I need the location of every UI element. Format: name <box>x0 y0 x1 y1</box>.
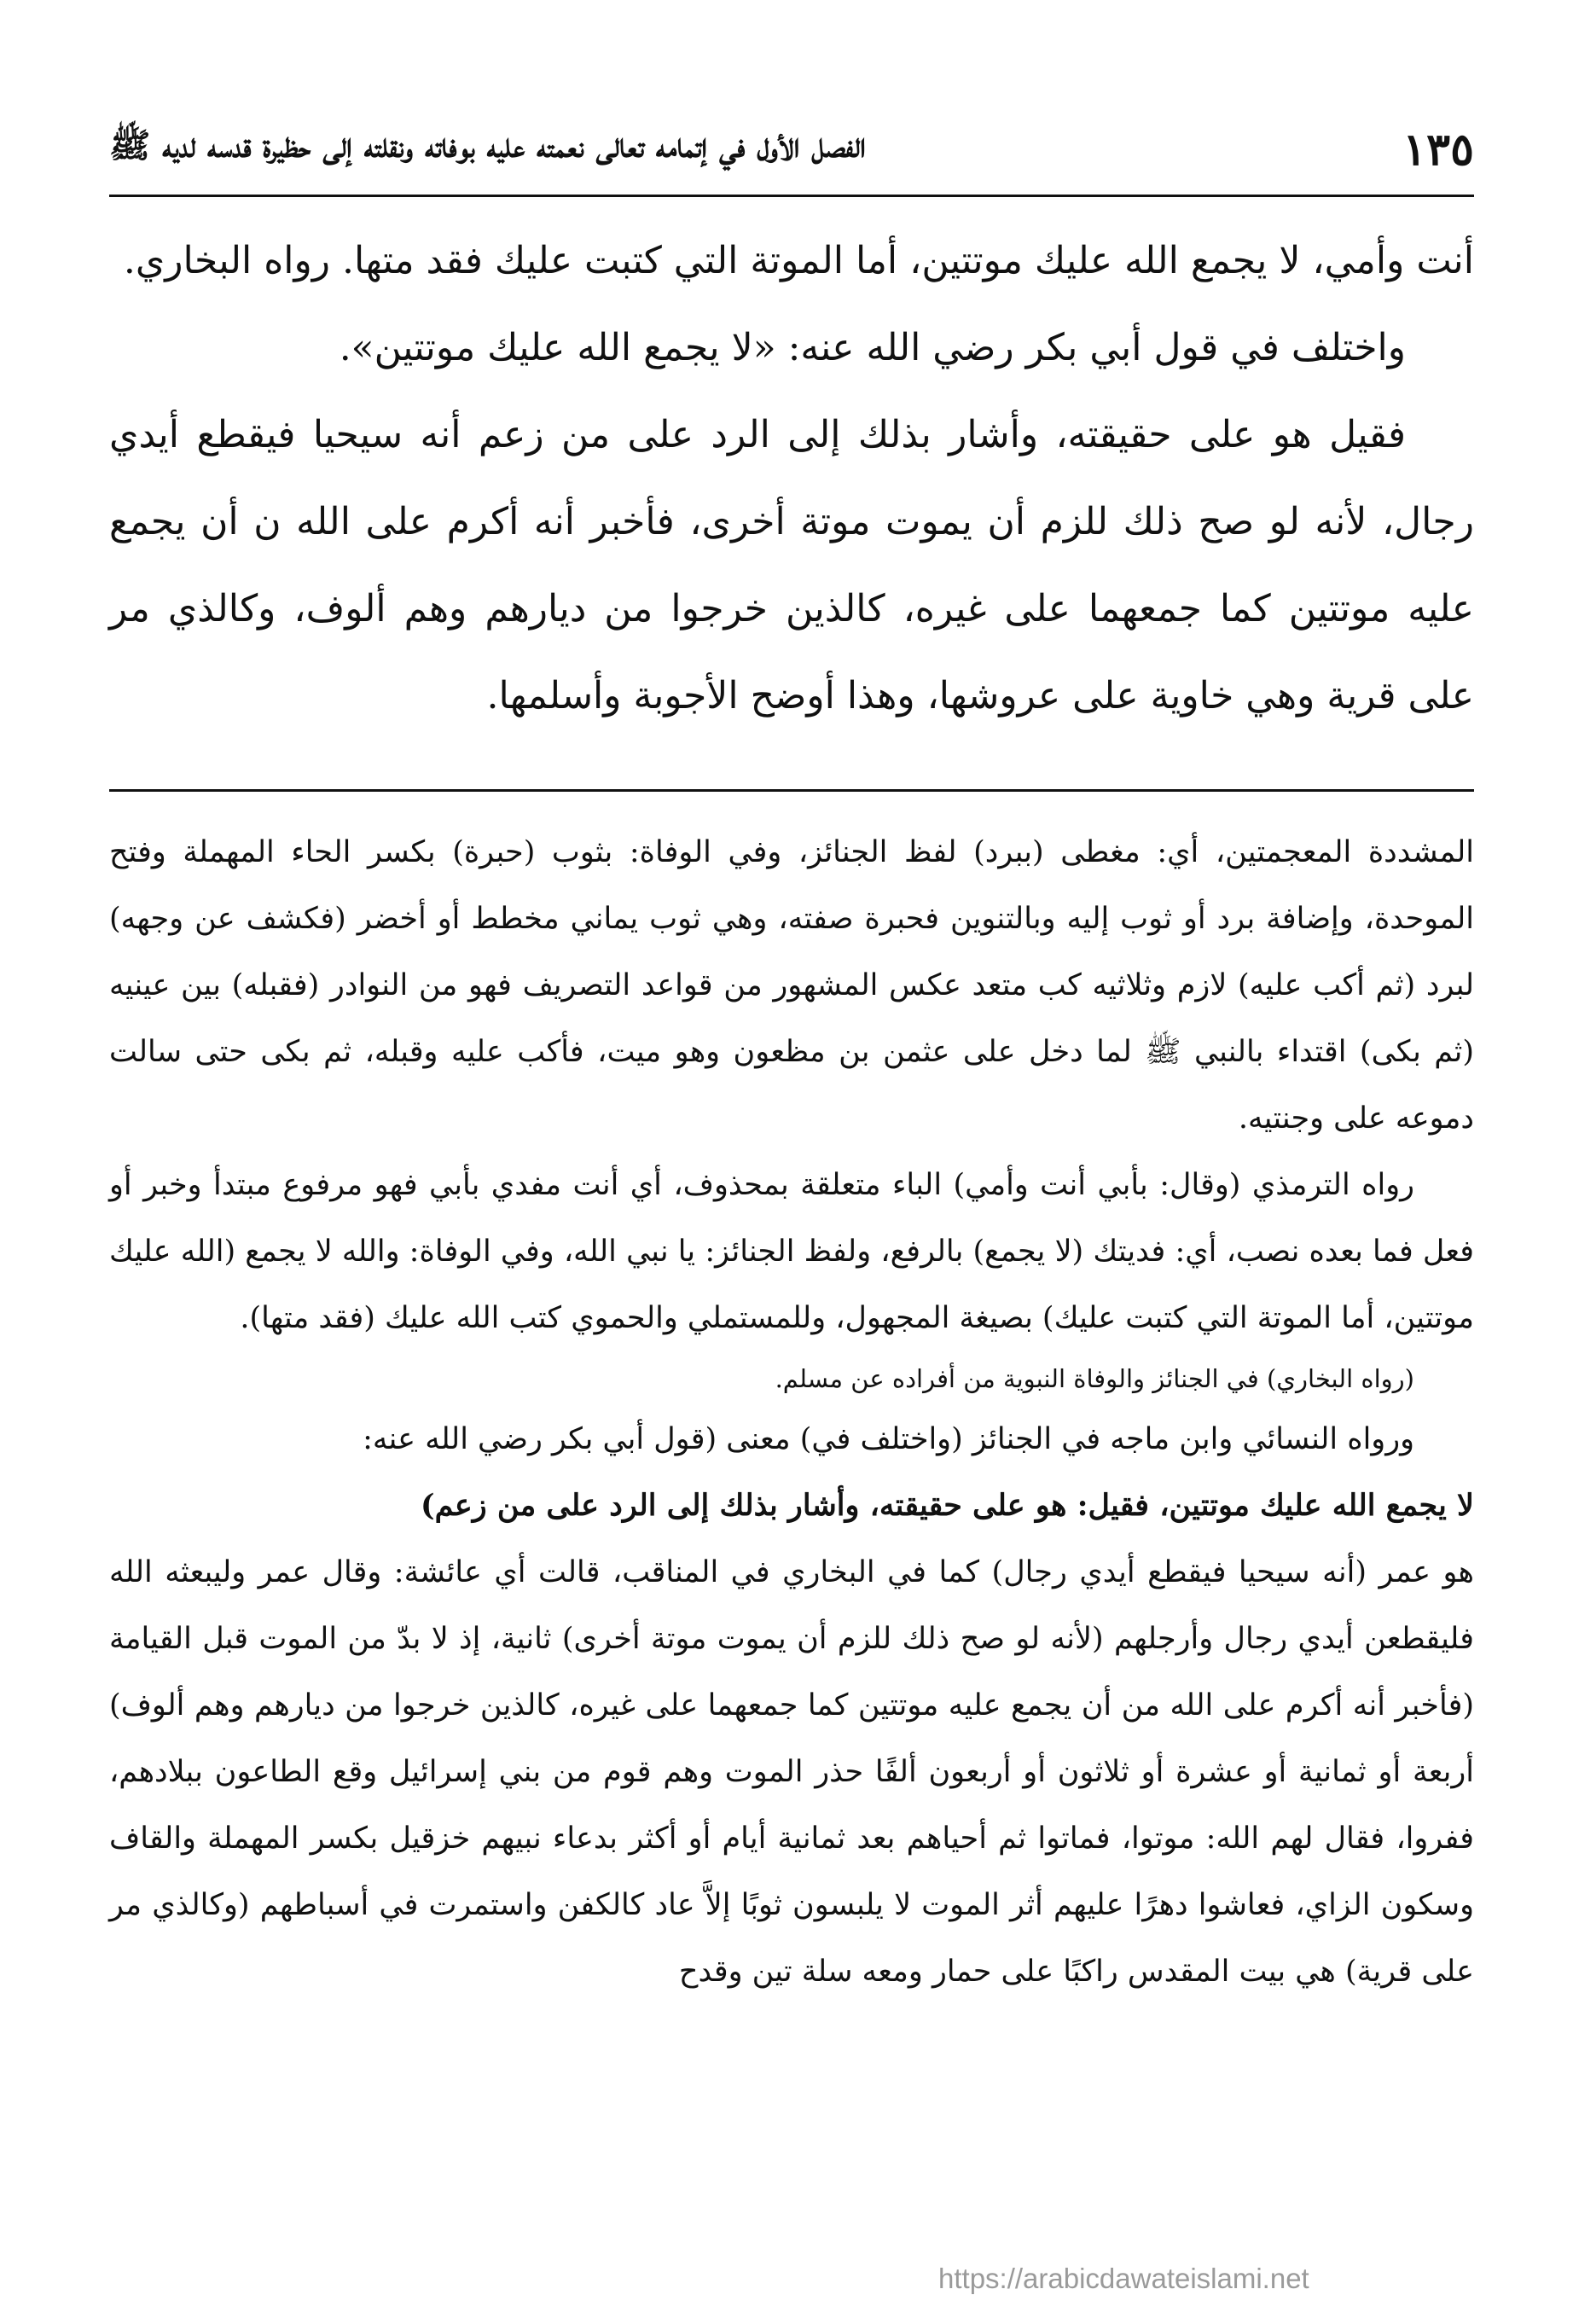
commentary-note: (رواه البخاري) في الجنائز والوفاة النبوية من أفراده عن مسلم. <box>775 1364 1414 1393</box>
watermark-url: https://arabicdawateislami.net <box>938 2263 1309 2294</box>
main-paragraph: فقيل هو على حقيقته، وأشار بذلك إلى الرد على من زعم أنه سيحيا فيقطع أيدي رجال، لأنه لو صح ذلك للزم أن يموت موتة أخرى، فأخبر أنه أكرم على الله ن أن يجمع عليه موتتين كما جمعهما على غيره، كالذين خرجوا من ديارهم وهم ألوف، وكالذي مر على قرية وهي خاوية على عروشها، وهذا أوضح الأجوبة وأسلمها. <box>109 413 1475 718</box>
commentary-paragraph: المشددة المعجمتين، أي: مغطى (ببرد) لفظ الجنائز، وفي الوفاة: بثوب (حبرة) بكسر الحاء المهملة وفتح الموحدة، وإضافة برد أو ثوب إليه وبالتنوين فحبرة صفته، وهي ثوب يماني مخطط أو أخضر (فكشف عن وجهه) لبرد (ثم أكب عليه) لازم وثلاثيه كب متعد عكس المشهور من قواعد التصريف فهو من النوادر (فقبله) بين عينيه (ثم بكى) اقتداء بالنبي ﷺ لما دخل على عثمن بن مظعون وهو ميت، فأكب عليه وقبله، ثم بكى حتى سالت دموعه على وجنتيه. <box>109 835 1474 1136</box>
commentary-bold-line: لا يجمع الله عليك موتتين، فقيل: هو على حقيقته، وأشار بذلك إلى الرد على من زعم) <box>421 1488 1474 1523</box>
commentary-paragraph: رواه الترمذي (وقال: بأبي أنت وأمي) الباء متعلقة بمحذوف، أي أنت مفدي بأبي فهو مرفوع مبتدأ وخبر أو فعل فما بعده نصب، أي: فديتك (لا يجمع) بالرفع، ولفظ الجنائز: يا نبي الله، وفي الوفاة: والله لا يجمع (الله عليك موتتين، أما الموتة التي كتبت عليك) بصيغة المجهول، وللمستملي والحموي كتب الله عليك (فقد متها). <box>109 1168 1474 1335</box>
main-paragraph: أنت وأمي، لا يجمع الله عليك موتتين، أما الموتة التي كتبت عليك فقد متها. رواه البخاري. <box>123 239 1474 282</box>
footnote-separator <box>109 789 1474 792</box>
running-title: الفصل الأول في إتمامه تعالى نعمته عليه بوفاته ونقلته إلى حظيرة قدسه لديه ﷺ <box>109 125 866 166</box>
page-header <box>109 115 1474 183</box>
commentary-paragraph: هو عمر (أنه سيحيا فيقطع أيدي رجال) كما في البخاري في المناقب، قالت أي عائشة: وقال عمر وليبعثه الله فليقطعن أيدي رجال وأرجلهم (لأنه لو صح ذلك للزم أن يموت موتة أخرى) ثانية، إذ لا بدّ من الموت قبل القيامة (فأخبر أنه أكرم على الله من أن يجمع عليه موتتين كما جمعهما على غيره، كالذين خرجوا من ديارهم وهم ألوف) أربعة أو ثمانية أو عشرة أو ثلاثون أو أربعون ألفًا حذر الموت وهم قوم من بني إسرائيل وقع الطاعون ببلادهم، ففروا، فقال لهم الله: موتوا، فماتوا ثم أحياهم بعد ثمانية أيام أو أكثر بدعاء نبيهم خزقيل بكسر المهملة والقاف وسكون الزاي، فعاشوا دهرًا عليهم أثر الموت لا يلبسون ثوبًا إلاَّ عاد كالكفن واستمرت في أسباطهم (وكالذي مر على قرية) هي بيت المقدس راكبًا على حمار ومعه سلة تين وقدح <box>109 1555 1474 1989</box>
commentary <box>109 819 1474 2005</box>
commentary-paragraph: ورواه النسائي وابن ماجه في الجنائز (واختلف في) معنى (قول أبي بكر رضي الله عنه: <box>363 1422 1414 1456</box>
header-rule <box>109 195 1474 197</box>
main-paragraph: واختلف في قول أبي بكر رضي الله عنه: «لا يجمع الله عليك موتتين». <box>339 326 1406 369</box>
main-text <box>109 218 1474 740</box>
page-number: ١٣٥ <box>1402 123 1474 176</box>
